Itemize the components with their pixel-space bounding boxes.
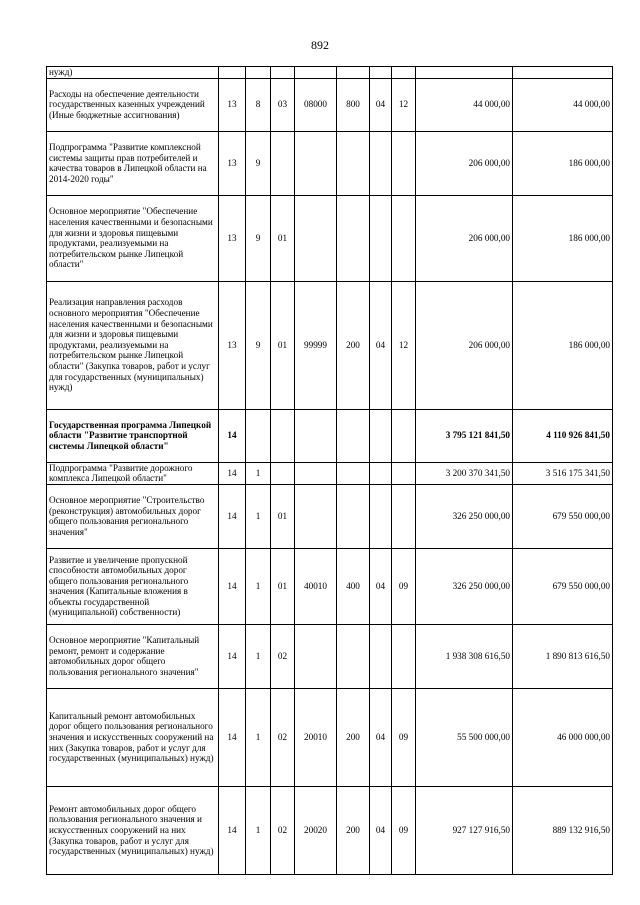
pr-code-cell — [392, 409, 416, 462]
nr-code-cell: 08000 — [295, 78, 337, 131]
om-code-cell: 02 — [271, 624, 295, 688]
row-name-cell: Реализация направления расходов основного мероприятия "Обеспечение населения качественными и безопасными для жизни и здоровья пищевыми продуктами, реализуемыми на потребительском рынке Липецкой области" (Закупка товаров, работ и услуг для государственных (муниципальных) нужд) — [47, 281, 219, 409]
row-name-cell: Ремонт автомобильных дорог общего пользования регионального значения и искусственных сооружений на них (Закупка товаров, работ и услуг для государственных (муниципальных) нужд) — [47, 786, 219, 874]
vr-code-cell — [337, 409, 370, 462]
nr-code-cell — [295, 409, 337, 462]
amount-2019-cell: 44 000,00 — [416, 78, 513, 131]
vr-code-cell — [337, 131, 370, 195]
vr-code-cell — [337, 462, 370, 484]
row-name-cell: Подпрограмма "Развитие комплексной системы защиты прав потребителей и качества товаров в Липецкой области на 2014-2020 годы" — [47, 131, 219, 195]
pr-code-cell: 09 — [392, 548, 416, 624]
vr-code-cell — [337, 484, 370, 548]
row-name-cell: Расходы на обеспечение деятельности государственных казенных учреждений (Иные бюджетные ассигнования) — [47, 78, 219, 131]
row-name-cell: Развитие и увеличение пропускной способности автомобильных дорог общего пользования регионального значения (Капитальные вложения в объекты государственной (муниципальной) собственности) — [47, 548, 219, 624]
table-row — [47, 462, 613, 484]
table-row — [47, 688, 613, 786]
amount-2020-cell: 1 890 813 616,50 — [513, 624, 613, 688]
pp-code-cell — [246, 67, 271, 79]
gp-code-cell: 13 — [219, 195, 246, 281]
amount-2020-cell: 3 516 175 341,50 — [513, 462, 613, 484]
vr-code-cell: 800 — [337, 78, 370, 131]
rz-code-cell: 04 — [370, 78, 392, 131]
pr-code-cell: 09 — [392, 786, 416, 874]
om-code-cell: 01 — [271, 195, 295, 281]
gp-code-cell: 14 — [219, 786, 246, 874]
amount-2020-cell: 679 550 000,00 — [513, 548, 613, 624]
om-code-cell: 02 — [271, 786, 295, 874]
amount-2020-cell: 186 000,00 — [513, 195, 613, 281]
rz-code-cell — [370, 195, 392, 281]
table-row — [47, 67, 613, 79]
gp-code-cell: 13 — [219, 78, 246, 131]
amount-2020-cell: 186 000,00 — [513, 281, 613, 409]
vr-code-cell — [337, 195, 370, 281]
nr-code-cell — [295, 624, 337, 688]
om-code-cell: 01 — [271, 484, 295, 548]
nr-code-cell: 40010 — [295, 548, 337, 624]
rz-code-cell: 04 — [370, 281, 392, 409]
vr-code-cell — [337, 624, 370, 688]
nr-code-cell: 20010 — [295, 688, 337, 786]
om-code-cell: 03 — [271, 78, 295, 131]
nr-code-cell — [295, 195, 337, 281]
vr-code-cell: 200 — [337, 281, 370, 409]
pp-code-cell — [246, 409, 271, 462]
gp-code-cell: 14 — [219, 484, 246, 548]
om-code-cell: 01 — [271, 281, 295, 409]
pp-code-cell: 8 — [246, 78, 271, 131]
rz-code-cell — [370, 409, 392, 462]
pp-code-cell: 1 — [246, 462, 271, 484]
pp-code-cell: 9 — [246, 131, 271, 195]
om-code-cell: 01 — [271, 548, 295, 624]
table-row — [47, 484, 613, 548]
gp-code-cell: 13 — [219, 281, 246, 409]
om-code-cell — [271, 67, 295, 79]
amount-2019-cell: 326 250 000,00 — [416, 484, 513, 548]
row-name-cell: Капитальный ремонт автомобильных дорог общего пользования регионального значения и искусственных сооружений на них (Закупка товаров, работ и услуг для государственных (муниципальных) нужд) — [47, 688, 219, 786]
gp-code-cell: 14 — [219, 688, 246, 786]
nr-code-cell — [295, 67, 337, 79]
amount-2019-cell: 3 795 121 841,50 — [416, 409, 513, 462]
amount-2020-cell: 889 132 916,50 — [513, 786, 613, 874]
row-name-cell: Государственная программа Липецкой области "Развитие транспортной системы Липецкой области" — [47, 409, 219, 462]
pr-code-cell: 12 — [392, 78, 416, 131]
gp-code-cell: 14 — [219, 409, 246, 462]
om-code-cell: 02 — [271, 688, 295, 786]
amount-2019-cell: 206 000,00 — [416, 195, 513, 281]
table-row — [47, 548, 613, 624]
table-row — [47, 281, 613, 409]
table-row — [47, 624, 613, 688]
gp-code-cell: 14 — [219, 624, 246, 688]
amount-2020-cell: 4 110 926 841,50 — [513, 409, 613, 462]
row-name-cell: Основное мероприятие "Капитальный ремонт, ремонт и содержание автомобильных дорог общего пользования регионального значения" — [47, 624, 219, 688]
row-name-cell: Подпрограмма "Развитие дорожного комплекса Липецкой области" — [47, 462, 219, 484]
vr-code-cell — [337, 67, 370, 79]
amount-2019-cell: 326 250 000,00 — [416, 548, 513, 624]
gp-code-cell: 14 — [219, 548, 246, 624]
pp-code-cell: 9 — [246, 195, 271, 281]
pp-code-cell: 1 — [246, 786, 271, 874]
rz-code-cell: 04 — [370, 688, 392, 786]
amount-2020-cell — [513, 67, 613, 79]
pr-code-cell — [392, 624, 416, 688]
rz-code-cell — [370, 624, 392, 688]
gp-code-cell: 14 — [219, 462, 246, 484]
om-code-cell — [271, 462, 295, 484]
pr-code-cell — [392, 484, 416, 548]
pr-code-cell — [392, 195, 416, 281]
nr-code-cell — [295, 462, 337, 484]
amount-2019-cell: 1 938 308 616,50 — [416, 624, 513, 688]
pr-code-cell — [392, 67, 416, 79]
om-code-cell — [271, 131, 295, 195]
om-code-cell — [271, 409, 295, 462]
row-name-cell: Основное мероприятие "Строительство (реконструкция) автомобильных дорог общего пользования регионального значения" — [47, 484, 219, 548]
amount-2020-cell: 679 550 000,00 — [513, 484, 613, 548]
table-row — [47, 78, 613, 131]
amount-2019-cell: 55 500 000,00 — [416, 688, 513, 786]
table-row — [47, 131, 613, 195]
amount-2019-cell: 206 000,00 — [416, 131, 513, 195]
rz-code-cell — [370, 131, 392, 195]
vr-code-cell: 200 — [337, 688, 370, 786]
amount-2019-cell: 3 200 370 341,50 — [416, 462, 513, 484]
vr-code-cell: 400 — [337, 548, 370, 624]
rz-code-cell — [370, 462, 392, 484]
nr-code-cell: 20020 — [295, 786, 337, 874]
nr-code-cell: 99999 — [295, 281, 337, 409]
rz-code-cell — [370, 67, 392, 79]
table-row — [47, 786, 613, 874]
amount-2020-cell: 44 000,00 — [513, 78, 613, 131]
table-row — [47, 195, 613, 281]
vr-code-cell: 200 — [337, 786, 370, 874]
amount-2019-cell: 927 127 916,50 — [416, 786, 513, 874]
pp-code-cell: 1 — [246, 688, 271, 786]
page-number: 892 — [311, 38, 329, 52]
amount-2020-cell: 46 000 000,00 — [513, 688, 613, 786]
nr-code-cell — [295, 484, 337, 548]
gp-code-cell: 13 — [219, 131, 246, 195]
pp-code-cell: 1 — [246, 484, 271, 548]
row-name-cell: нужд) — [47, 67, 219, 79]
budget-table — [46, 66, 613, 875]
pr-code-cell — [392, 131, 416, 195]
row-name-cell: Основное мероприятие "Обеспечение населения качественными и безопасными для жизни и здоровья пищевыми продуктами, реализуемыми на потребительском рынке Липецкой области" — [47, 195, 219, 281]
rz-code-cell: 04 — [370, 548, 392, 624]
nr-code-cell — [295, 131, 337, 195]
pp-code-cell: 1 — [246, 548, 271, 624]
rz-code-cell — [370, 484, 392, 548]
pp-code-cell: 9 — [246, 281, 271, 409]
pp-code-cell: 1 — [246, 624, 271, 688]
gp-code-cell — [219, 67, 246, 79]
amount-2019-cell: 206 000,00 — [416, 281, 513, 409]
pr-code-cell: 12 — [392, 281, 416, 409]
table-row — [47, 409, 613, 462]
pr-code-cell — [392, 462, 416, 484]
amount-2019-cell — [416, 67, 513, 79]
pr-code-cell: 09 — [392, 688, 416, 786]
rz-code-cell: 04 — [370, 786, 392, 874]
amount-2020-cell: 186 000,00 — [513, 131, 613, 195]
